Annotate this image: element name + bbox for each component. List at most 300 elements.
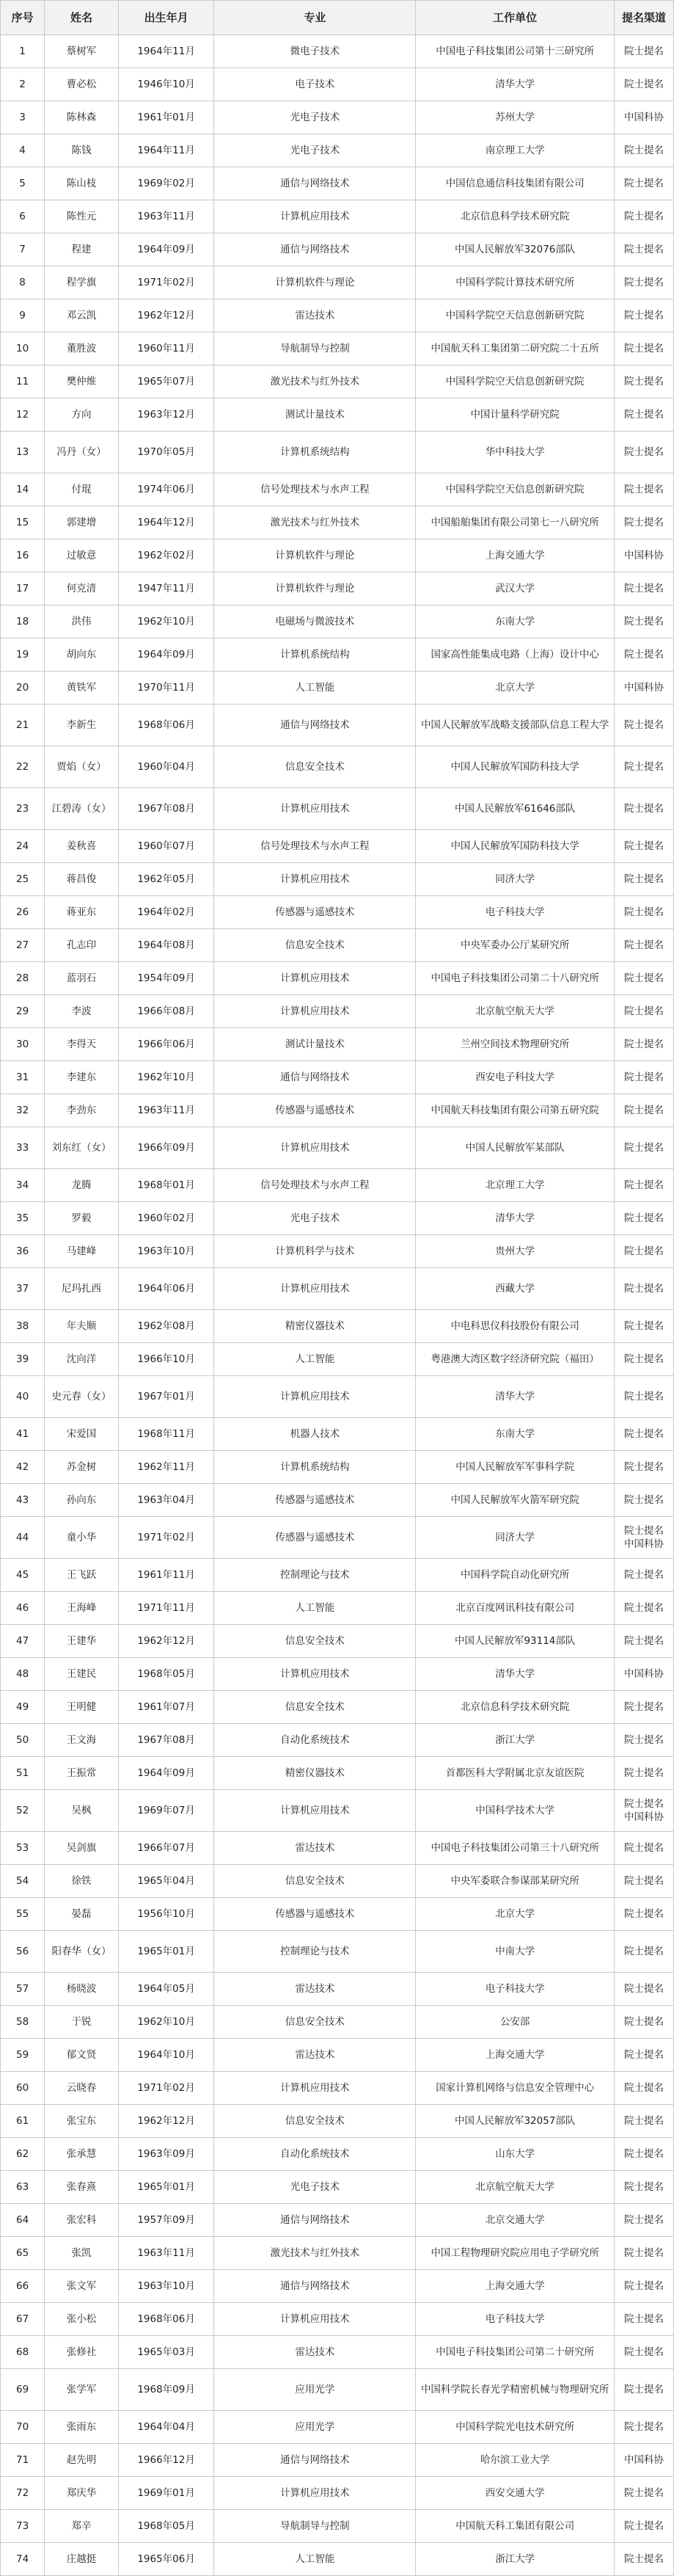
table-row [1, 1127, 674, 1169]
table-row [1, 1517, 674, 1559]
cell-channel [615, 1625, 674, 1658]
cell-birth: 1962年05月 [118, 863, 214, 896]
cell-name: 方向 [45, 399, 119, 432]
cell-birth: 1967年08月 [118, 1724, 214, 1757]
channel-line: 院士提名 [624, 1875, 664, 1887]
cell-channel [615, 1832, 674, 1865]
table-row [1, 2444, 674, 2477]
cell-major: 控制理论与技术 [214, 1931, 416, 1973]
header-channel: 提名渠道 [615, 1, 674, 35]
channel-line: 院士提名 [624, 1391, 664, 1402]
channel-line: 院士提名 [624, 1798, 664, 1810]
table-row [1, 863, 674, 896]
cell-name: 张文军 [45, 2270, 119, 2303]
cell-org: 浙江大学 [416, 2543, 615, 2576]
cell-org: 中国人民解放军国防科技大学 [416, 830, 615, 863]
channel-line: 院士提名 [624, 2553, 664, 2565]
cell-no: 43 [1, 1484, 45, 1517]
cell-major: 导航制导与控制 [214, 2510, 416, 2543]
channel-line: 中国科协 [624, 112, 664, 123]
channel-line: 院士提名 [624, 2148, 664, 2160]
cell-name: 冯丹（女） [45, 432, 119, 473]
cell-org: 清华大学 [416, 1658, 615, 1691]
table-row [1, 506, 674, 539]
cell-major: 计算机应用技术 [214, 863, 416, 896]
channel-line: 院士提名 [624, 2049, 664, 2061]
cell-major: 计算机软件与理论 [214, 572, 416, 605]
cell-org: 浙江大学 [416, 1724, 615, 1757]
cell-major: 传感器与遥感技术 [214, 1094, 416, 1127]
table-header-row [1, 1, 674, 35]
cell-major: 信息安全技术 [214, 929, 416, 962]
cell-org: 中国人民解放军军事科学院 [416, 1451, 615, 1484]
cell-birth: 1966年08月 [118, 995, 214, 1028]
cell-birth: 1964年12月 [118, 506, 214, 539]
channel-line: 院士提名 [624, 1635, 664, 1647]
cell-channel [615, 605, 674, 638]
cell-major: 计算机应用技术 [214, 962, 416, 995]
cell-birth: 1960年02月 [118, 1202, 214, 1235]
cell-channel [615, 2336, 674, 2369]
table-row [1, 1724, 674, 1757]
cell-name: 蓝羽石 [45, 962, 119, 995]
cell-major: 信息安全技术 [214, 1691, 416, 1724]
channel-line: 中国科协 [624, 2454, 664, 2466]
channel-line: 院士提名 [624, 1071, 664, 1083]
cell-major: 信息安全技术 [214, 2105, 416, 2138]
cell-name: 童小华 [45, 1517, 119, 1559]
cell-name: 蒋亚东 [45, 896, 119, 929]
table-row [1, 2171, 674, 2204]
cell-name: 张学军 [45, 2369, 119, 2411]
header-no: 序号 [1, 1, 45, 35]
cell-birth: 1964年06月 [118, 1268, 214, 1310]
cell-birth: 1964年05月 [118, 1973, 214, 2006]
cell-name: 洪伟 [45, 605, 119, 638]
cell-no: 44 [1, 1517, 45, 1559]
cell-birth: 1961年01月 [118, 101, 214, 134]
cell-org: 兰州空间技术物理研究所 [416, 1028, 615, 1061]
table-row [1, 1931, 674, 1973]
cell-channel [615, 332, 674, 365]
table-row [1, 1790, 674, 1832]
cell-birth: 1969年07月 [118, 1790, 214, 1832]
channel-line: 院士提名 [624, 803, 664, 815]
table-row [1, 830, 674, 863]
cell-name: 尼玛扎西 [45, 1268, 119, 1310]
cell-major: 计算机应用技术 [214, 200, 416, 233]
table-row [1, 2303, 674, 2336]
cell-major: 光电子技术 [214, 1202, 416, 1235]
cell-channel [615, 2072, 674, 2105]
cell-org: 中国人民解放军32057部队 [416, 2105, 615, 2138]
cell-org: 华中科技大学 [416, 432, 615, 473]
cell-name: 张修社 [45, 2336, 119, 2369]
cell-birth: 1968年11月 [118, 1418, 214, 1451]
channel-line: 中国科协 [624, 1668, 664, 1680]
cell-channel [615, 1898, 674, 1931]
cell-org: 电子科技大学 [416, 896, 615, 929]
table-row [1, 101, 674, 134]
cell-org: 粤港澳大湾区数字经济研究院（福田） [416, 1343, 615, 1376]
cell-name: 江碧涛（女） [45, 788, 119, 830]
cell-no: 3 [1, 101, 45, 134]
table-row [1, 2411, 674, 2444]
channel-line: 院士提名 [624, 2384, 664, 2395]
cell-org: 中国人民解放军国防科技大学 [416, 746, 615, 788]
table-row [1, 1343, 674, 1376]
table-row [1, 1235, 674, 1268]
cell-no: 31 [1, 1061, 45, 1094]
cell-org: 上海交通大学 [416, 2039, 615, 2072]
cell-no: 8 [1, 266, 45, 299]
cell-no: 53 [1, 1832, 45, 1865]
cell-org: 中国人民解放军某部队 [416, 1127, 615, 1169]
table-row [1, 539, 674, 572]
cell-name: 陈性元 [45, 200, 119, 233]
channel-line: 院士提名 [624, 840, 664, 852]
cell-major: 计算机应用技术 [214, 788, 416, 830]
cell-major: 通信与网络技术 [214, 1061, 416, 1094]
cell-no: 57 [1, 1973, 45, 2006]
cell-no: 29 [1, 995, 45, 1028]
cell-org: 中国人民解放军火箭军研究院 [416, 1484, 615, 1517]
cell-no: 46 [1, 1592, 45, 1625]
cell-channel [615, 233, 674, 266]
cell-org: 哈尔滨工业大学 [416, 2444, 615, 2477]
cell-major: 光电子技术 [214, 134, 416, 167]
cell-no: 19 [1, 638, 45, 672]
cell-channel [615, 1169, 674, 1202]
cell-major: 应用光学 [214, 2369, 416, 2411]
cell-channel [615, 1931, 674, 1973]
channel-line: 院士提名 [624, 178, 664, 189]
cell-no: 48 [1, 1658, 45, 1691]
cell-no: 5 [1, 167, 45, 200]
cell-major: 传感器与遥感技术 [214, 896, 416, 929]
cell-birth: 1963年04月 [118, 1484, 214, 1517]
cell-no: 1 [1, 35, 45, 68]
channel-line: 院士提名 [624, 761, 664, 773]
cell-birth: 1961年11月 [118, 1559, 214, 1592]
cell-org: 东南大学 [416, 1418, 615, 1451]
cell-no: 35 [1, 1202, 45, 1235]
table-row [1, 2369, 674, 2411]
cell-birth: 1962年10月 [118, 605, 214, 638]
cell-channel [615, 1451, 674, 1484]
channel-line: 院士提名 [624, 145, 664, 156]
cell-no: 41 [1, 1418, 45, 1451]
table-row [1, 2039, 674, 2072]
cell-birth: 1971年02月 [118, 2072, 214, 2105]
cell-major: 导航制导与控制 [214, 332, 416, 365]
cell-no: 49 [1, 1691, 45, 1724]
cell-org: 中国信息通信科技集团有限公司 [416, 167, 615, 200]
cell-major: 激光技术与红外技术 [214, 365, 416, 399]
cell-no: 39 [1, 1343, 45, 1376]
cell-name: 王文海 [45, 1724, 119, 1757]
cell-birth: 1968年05月 [118, 2510, 214, 2543]
cell-birth: 1971年02月 [118, 266, 214, 299]
cell-major: 信息安全技术 [214, 1865, 416, 1898]
cell-birth: 1971年11月 [118, 1592, 214, 1625]
table-row [1, 1169, 674, 1202]
cell-birth: 1962年12月 [118, 1625, 214, 1658]
cell-no: 34 [1, 1169, 45, 1202]
cell-channel [615, 2171, 674, 2204]
cell-org: 中国科学院计算技术研究所 [416, 266, 615, 299]
cell-channel [615, 1310, 674, 1343]
channel-line: 院士提名 [624, 906, 664, 918]
cell-major: 计算机软件与理论 [214, 539, 416, 572]
cell-birth: 1966年10月 [118, 1343, 214, 1376]
channel-line: 院士提名 [624, 2421, 664, 2433]
cell-name: 李新生 [45, 705, 119, 746]
cell-org: 中央军委办公厅某研究所 [416, 929, 615, 962]
cell-org: 国家计算机网络与信息安全管理中心 [416, 2072, 615, 2105]
cell-channel [615, 506, 674, 539]
cell-birth: 1963年11月 [118, 200, 214, 233]
cell-channel [615, 929, 674, 962]
channel-line: 院士提名 [624, 1842, 664, 1854]
cell-no: 70 [1, 2411, 45, 2444]
table-row [1, 929, 674, 962]
cell-channel [615, 200, 674, 233]
cell-name: 王明健 [45, 1691, 119, 1724]
cell-birth: 1957年09月 [118, 2204, 214, 2237]
cell-no: 27 [1, 929, 45, 962]
cell-birth: 1966年06月 [118, 1028, 214, 1061]
cell-channel [615, 2138, 674, 2171]
cell-no: 10 [1, 332, 45, 365]
table-row [1, 266, 674, 299]
cell-org: 苏州大学 [416, 101, 615, 134]
channel-line: 院士提名 [624, 409, 664, 421]
cell-channel [615, 266, 674, 299]
cell-channel [615, 1865, 674, 1898]
cell-name: 刘东红（女） [45, 1127, 119, 1169]
cell-no: 25 [1, 863, 45, 896]
cell-name: 王建民 [45, 1658, 119, 1691]
cell-major: 计算机科学与技术 [214, 1235, 416, 1268]
cell-channel [615, 2369, 674, 2411]
cell-name: 罗毅 [45, 1202, 119, 1235]
cell-channel [615, 35, 674, 68]
channel-line: 院士提名 [624, 1038, 664, 1050]
channel-line: 院士提名 [624, 1428, 664, 1440]
channel-line: 院士提名 [624, 79, 664, 90]
cell-major: 精密仪器技术 [214, 1310, 416, 1343]
cell-no: 59 [1, 2039, 45, 2072]
table-row [1, 2336, 674, 2369]
channel-line: 院士提名 [624, 343, 664, 354]
cell-channel [615, 2237, 674, 2270]
cell-no: 7 [1, 233, 45, 266]
cell-org: 上海交通大学 [416, 2270, 615, 2303]
cell-birth: 1965年01月 [118, 2171, 214, 2204]
cell-name: 郁文贤 [45, 2039, 119, 2072]
table-row [1, 2006, 674, 2039]
cell-major: 传感器与遥感技术 [214, 1484, 416, 1517]
cell-org: 中国科学院光电技术研究所 [416, 2411, 615, 2444]
cell-org: 上海交通大学 [416, 539, 615, 572]
cell-major: 控制理论与技术 [214, 1559, 416, 1592]
cell-no: 30 [1, 1028, 45, 1061]
cell-channel [615, 101, 674, 134]
channel-line: 院士提名 [624, 1283, 664, 1295]
table-row [1, 1625, 674, 1658]
cell-major: 人工智能 [214, 672, 416, 705]
channel-line: 院士提名 [624, 2346, 664, 2358]
table-row [1, 638, 674, 672]
channel-line: 院士提名 [624, 1179, 664, 1191]
cell-birth: 1963年11月 [118, 2237, 214, 2270]
cell-org: 中南大学 [416, 1931, 615, 1973]
table-row [1, 1418, 674, 1451]
channel-line: 院士提名 [624, 376, 664, 388]
cell-org: 北京理工大学 [416, 1169, 615, 1202]
cell-birth: 1960年11月 [118, 332, 214, 365]
cell-channel [615, 1376, 674, 1418]
cell-channel [615, 2303, 674, 2336]
table-body [1, 35, 674, 2576]
cell-birth: 1963年11月 [118, 1094, 214, 1127]
cell-major: 光电子技术 [214, 2171, 416, 2204]
cell-major: 通信与网络技术 [214, 2444, 416, 2477]
channel-line: 院士提名 [624, 1353, 664, 1365]
cell-birth: 1962年02月 [118, 539, 214, 572]
cell-major: 计算机应用技术 [214, 2303, 416, 2336]
channel-line: 院士提名 [624, 2016, 664, 2028]
cell-channel [615, 1517, 674, 1559]
cell-major: 雷达技术 [214, 299, 416, 332]
table-row [1, 1832, 674, 1865]
cell-major: 计算机系统结构 [214, 638, 416, 672]
cell-name: 李建东 [45, 1061, 119, 1094]
channel-line: 院士提名 [624, 1212, 664, 1224]
cell-birth: 1967年08月 [118, 788, 214, 830]
cell-major: 雷达技术 [214, 2336, 416, 2369]
cell-no: 6 [1, 200, 45, 233]
cell-org: 中电科思仪科技股份有限公司 [416, 1310, 615, 1343]
table-row [1, 1061, 674, 1094]
cell-name: 张宝东 [45, 2105, 119, 2138]
table-row [1, 1559, 674, 1592]
cell-birth: 1970年05月 [118, 432, 214, 473]
cell-channel [615, 167, 674, 200]
cell-major: 计算机应用技术 [214, 2477, 416, 2510]
cell-channel [615, 672, 674, 705]
table-row [1, 1898, 674, 1931]
cell-channel [615, 896, 674, 929]
table-row [1, 2105, 674, 2138]
cell-no: 38 [1, 1310, 45, 1343]
cell-org: 中国科学院空天信息创新研究院 [416, 365, 615, 399]
cell-channel [615, 1559, 674, 1592]
cell-birth: 1962年11月 [118, 1451, 214, 1484]
cell-org: 中国科学院空天信息创新研究院 [416, 299, 615, 332]
table-row [1, 672, 674, 705]
cell-channel [615, 830, 674, 863]
cell-birth: 1970年11月 [118, 672, 214, 705]
cell-name: 孔志印 [45, 929, 119, 962]
cell-birth: 1966年07月 [118, 1832, 214, 1865]
cell-major: 信号处理技术与水声工程 [214, 473, 416, 506]
cell-no: 68 [1, 2336, 45, 2369]
cell-birth: 1964年10月 [118, 2039, 214, 2072]
cell-channel [615, 1235, 674, 1268]
cell-org: 电子科技大学 [416, 1973, 615, 2006]
cell-birth: 1964年09月 [118, 1757, 214, 1790]
cell-org: 同济大学 [416, 863, 615, 896]
table-row [1, 473, 674, 506]
cell-birth: 1974年06月 [118, 473, 214, 506]
cell-birth: 1960年07月 [118, 830, 214, 863]
cell-channel [615, 1418, 674, 1451]
channel-line: 院士提名 [624, 1908, 664, 1920]
cell-no: 13 [1, 432, 45, 473]
cell-org: 南京理工大学 [416, 134, 615, 167]
cell-major: 信息安全技术 [214, 2006, 416, 2039]
channel-line: 院士提名 [624, 972, 664, 984]
cell-org: 北京百度网讯科技有限公司 [416, 1592, 615, 1625]
cell-no: 55 [1, 1898, 45, 1931]
cell-org: 中国航天科技集团有限公司第五研究院 [416, 1094, 615, 1127]
cell-name: 郭建增 [45, 506, 119, 539]
cell-name: 张小松 [45, 2303, 119, 2336]
table-row [1, 432, 674, 473]
cell-no: 69 [1, 2369, 45, 2411]
cell-name: 张雨东 [45, 2411, 119, 2444]
cell-major: 计算机应用技术 [214, 1376, 416, 1418]
cell-birth: 1964年11月 [118, 35, 214, 68]
cell-birth: 1964年09月 [118, 638, 214, 672]
table-row [1, 1484, 674, 1517]
table-row [1, 134, 674, 167]
cell-channel [615, 68, 674, 101]
cell-channel [615, 962, 674, 995]
table-row [1, 365, 674, 399]
cell-org: 中国电子科技集团公司第二十研究所 [416, 2336, 615, 2369]
header-birth: 出生年月 [118, 1, 214, 35]
cell-channel [615, 746, 674, 788]
cell-name: 吴枫 [45, 1790, 119, 1832]
cell-no: 9 [1, 299, 45, 332]
cell-birth: 1964年04月 [118, 2411, 214, 2444]
cell-major: 自动化系统技术 [214, 1724, 416, 1757]
cell-name: 晏磊 [45, 1898, 119, 1931]
cell-birth: 1946年10月 [118, 68, 214, 101]
cell-no: 62 [1, 2138, 45, 2171]
cell-name: 龙腾 [45, 1169, 119, 1202]
cell-channel [615, 134, 674, 167]
cell-channel [615, 473, 674, 506]
cell-no: 73 [1, 2510, 45, 2543]
cell-major: 计算机应用技术 [214, 995, 416, 1028]
cell-no: 2 [1, 68, 45, 101]
cell-name: 沈向洋 [45, 1343, 119, 1376]
cell-org: 北京交通大学 [416, 2204, 615, 2237]
cell-org: 中国科学技术大学 [416, 1790, 615, 1832]
cell-major: 雷达技术 [214, 2039, 416, 2072]
table-row [1, 1691, 674, 1724]
cell-org: 中国科学院空天信息创新研究院 [416, 473, 615, 506]
cell-name: 陈钱 [45, 134, 119, 167]
cell-org: 中国船舶集团有限公司第七一八研究所 [416, 506, 615, 539]
channel-line: 院士提名 [624, 2115, 664, 2127]
cell-no: 40 [1, 1376, 45, 1418]
cell-channel [615, 788, 674, 830]
